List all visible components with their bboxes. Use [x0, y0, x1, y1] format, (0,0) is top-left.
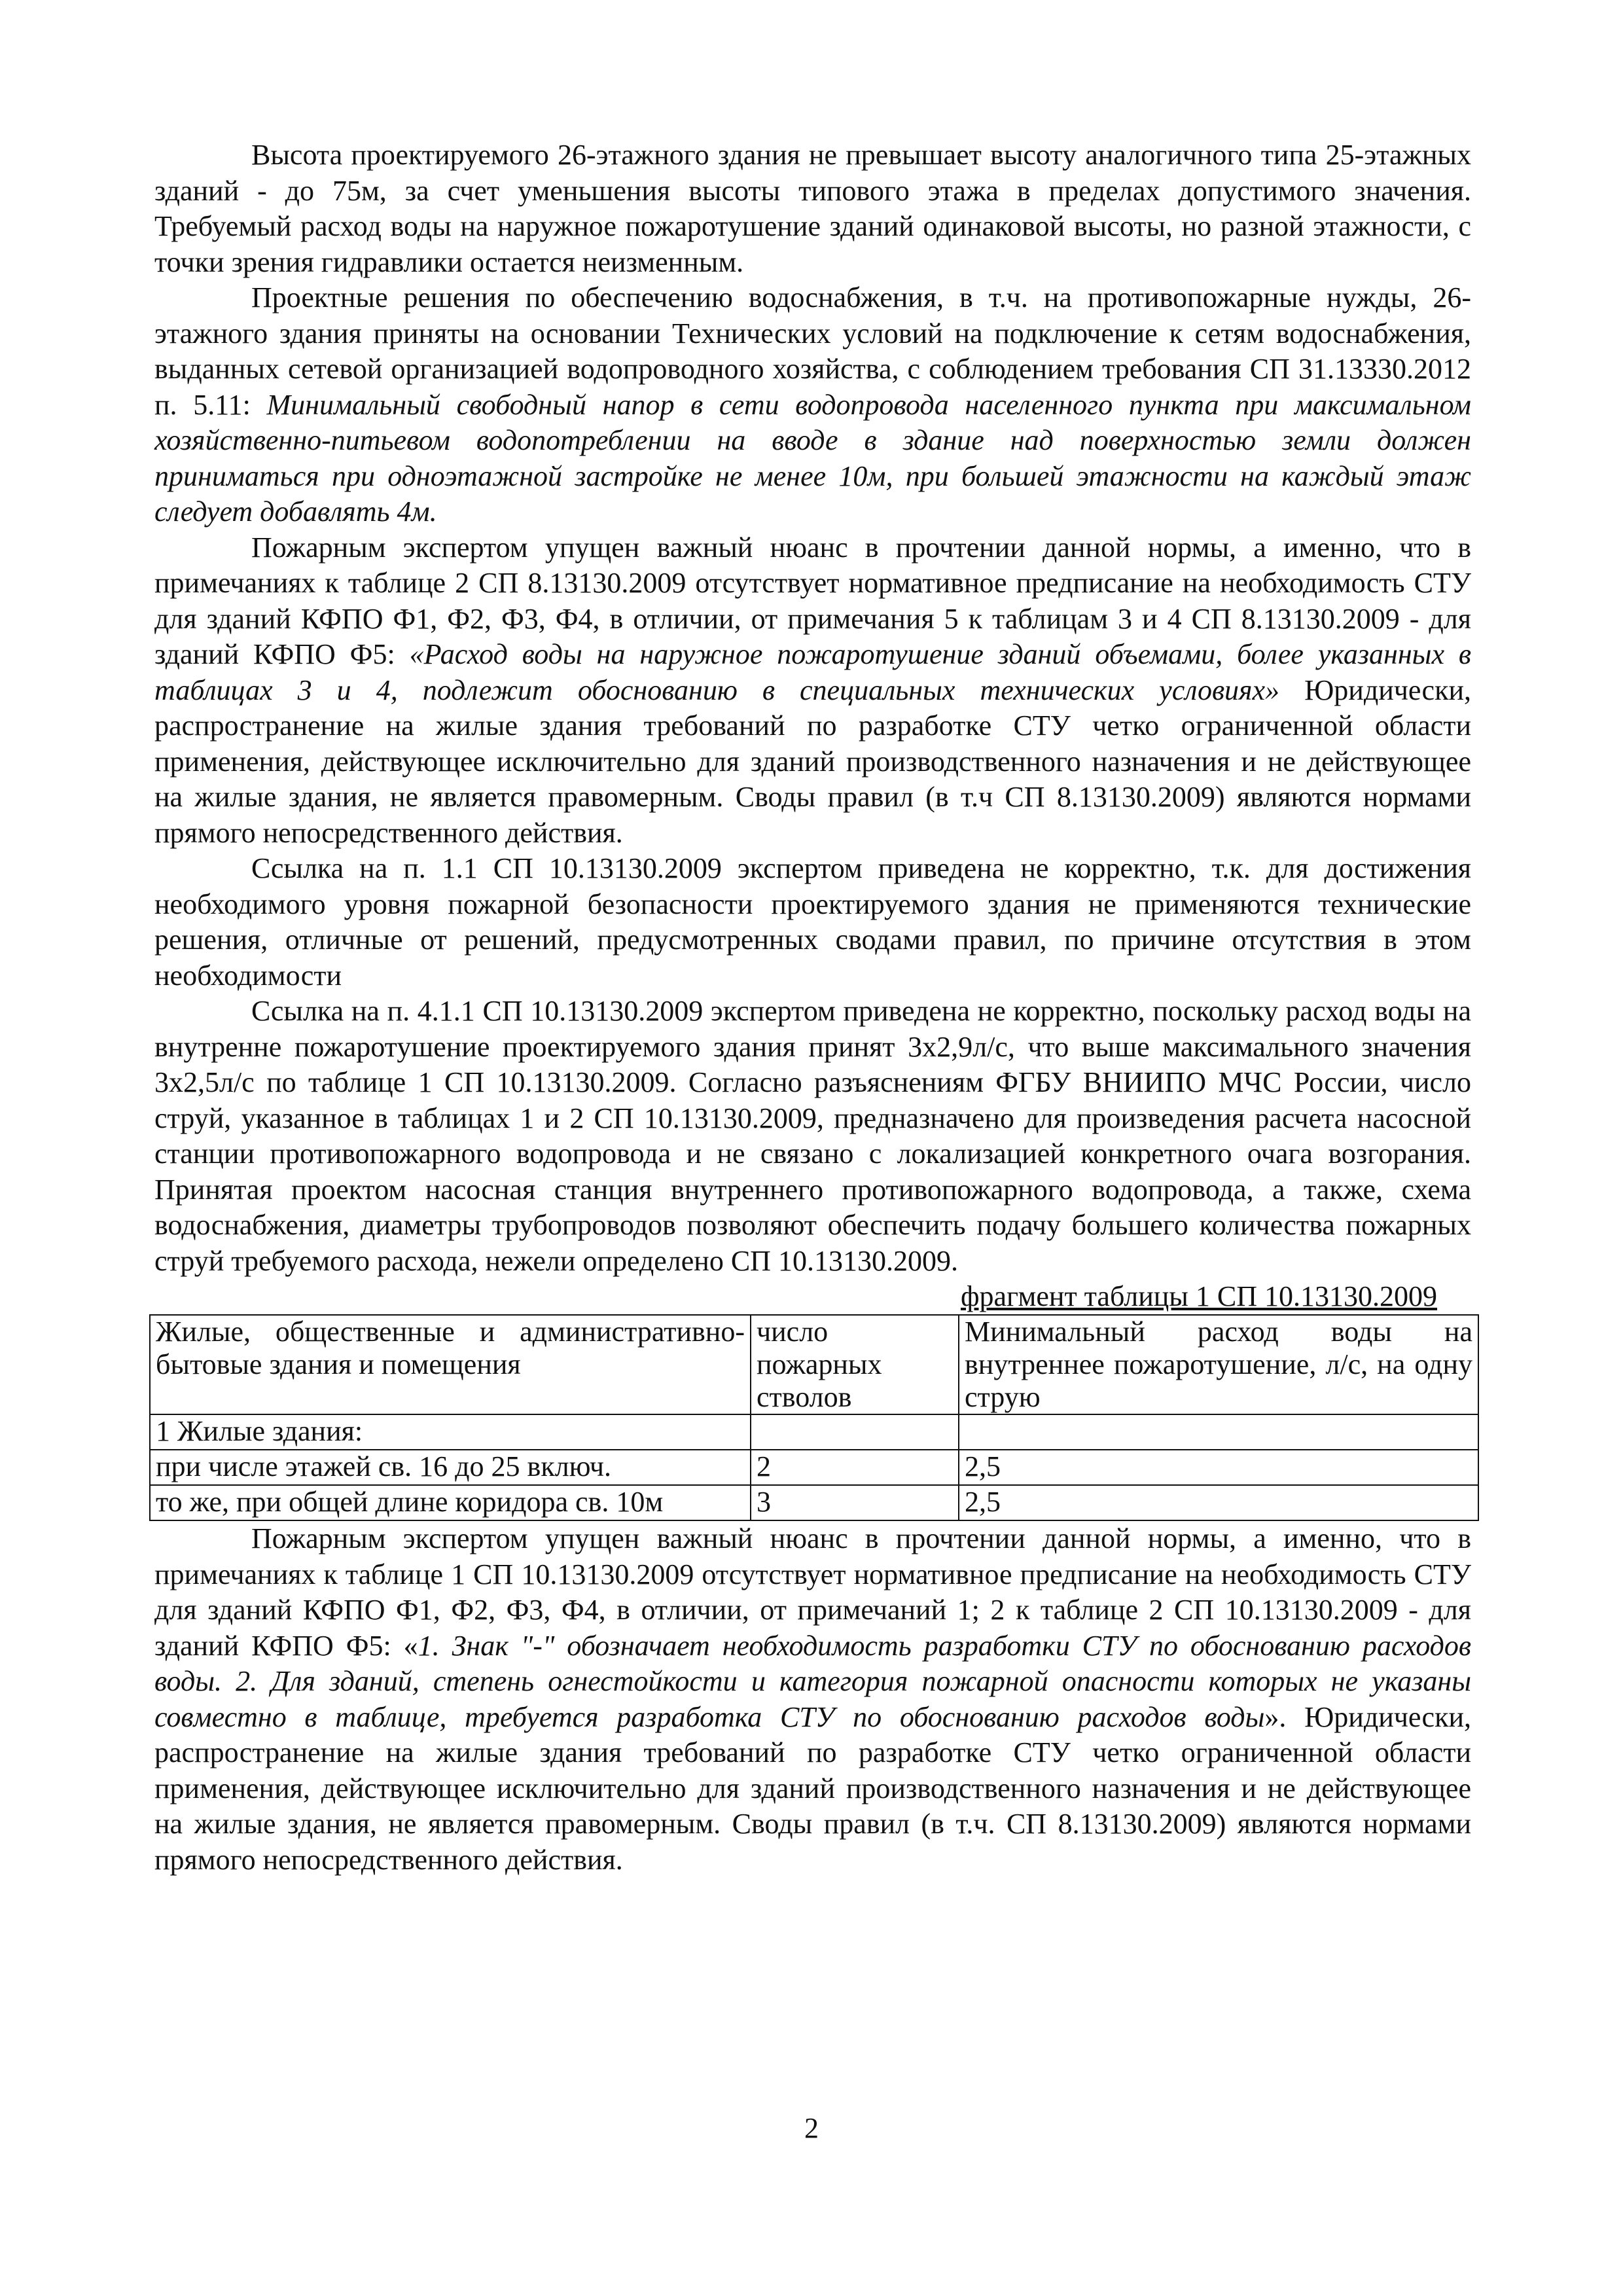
page-number: 2	[804, 2112, 819, 2144]
norms-table	[149, 1314, 1479, 1521]
table-row	[150, 1485, 1478, 1520]
table-row	[150, 1414, 1478, 1450]
table-caption	[154, 1279, 1471, 1314]
table-header-row	[150, 1315, 1478, 1414]
table-cell: 2,5	[959, 1485, 1478, 1520]
table-cell: 1 Жилые здания:	[150, 1414, 751, 1450]
paragraph-6-quote: 1. Знак "-" обозначает необходимость разработки СТУ по обоснованию расходов воды. 2. Для зданий, степень огнестойкости и категория пожарной опасности которых не указаны совместно в таблице, требуется разработка СТУ по обоснованию расходов воды	[154, 1629, 1472, 1733]
paragraph-6-text-end: ». Юридически, распространение на жилые здания требований по разработке СТУ четко ограниченной области применения, действующее исключительно для зданий производственного назначения и не действующее на жилые здания, не является правомерным. Своды правил (в т.ч. СП 8.13130.2009) являются нормами прямого непосредственного действия.	[154, 1700, 1471, 1876]
table-cell: 2	[751, 1450, 959, 1485]
paragraph-6-text: Пожарным экспертом упущен важный нюанс в прочтении данной нормы, а именно, что в примечаниях к таблице 1 СП 10.13130.2009 отсутствует нормативное предписание на необходимость СТУ для зданий КФПО Ф1, Ф2, Ф3, Ф4, в отличии, от примечаний 1; 2 к таблице 2 СП 10.13130.2009 - для зданий КФПО Ф5: «	[154, 1522, 1471, 1662]
document-page	[154, 137, 1471, 1878]
paragraph-2-quote: Минимальный свободный напор в сети водопровода населенного пункта при максимальном хозяйственно-питьевом водопотреблении на вводе в здание над поверхностью земли должен приниматься при одноэтажной застройке не менее 10м, при большей этажности на каждый этаж следует добавлять 4м.	[154, 388, 1471, 528]
paragraph-2-text: Проектные решения по обеспечению водоснабжения, в т.ч. на противопожарные нужды, 26-этажного здания приняты на основании Технических условий на подключение к сетям водоснабжения, выданных сетевой организацией водопроводного хозяйства, с соблюдением требования СП 31.13330.2012 п. 5.11:	[154, 281, 1471, 421]
table-cell: при числе этажей св. 16 до 25 включ.	[150, 1450, 751, 1485]
paragraph-3-text-end: Юридически, распространение на жилые здания требований по разработке СТУ четко ограниченной области применения, действующее исключительно для зданий производственного назначения и не действующее на жилые здания, не является правомерным. Своды правил (в т.ч СП 8.13130.2009) являются нормами прямого непосредственного действия.	[154, 673, 1471, 849]
table-cell	[751, 1414, 959, 1450]
table-cell: 3	[751, 1485, 959, 1520]
table-row	[150, 1450, 1478, 1485]
table-cell: то же, при общей длине коридора св. 10м	[150, 1485, 751, 1520]
paragraph-3-text: Пожарным экспертом упущен важный нюанс в прочтении данной нормы, а именно, что в примечаниях к таблице 2 СП 8.13130.2009 отсутствует нормативное предписание на необходимость СТУ для зданий КФПО Ф1, Ф2, Ф3, Ф4, в отличии, от примечания 5 к таблицам 3 и 4 СП 8.13130.2009 - для зданий КФПО Ф5:	[154, 531, 1471, 670]
table-cell	[959, 1414, 1478, 1450]
paragraph-4: Ссылка на п. 1.1 СП 10.13130.2009 экспертом приведена не корректно, т.к. для достижения необходимого уровня пожарной безопасности проектируемого здания не применяются технические решения, отличные от решений, предусмотренных сводами правил, по причине отсутствия в этом необходимости	[154, 852, 1471, 992]
paragraph-2	[154, 280, 1471, 530]
table-header-cell: Жилые, общественные и административно-бытовые здания и помещения	[150, 1315, 751, 1414]
paragraph-1: Высота проектируемого 26-этажного здания не превышает высоту аналогичного типа 25-этажных зданий - до 75м, за счет уменьшения высоты типового этажа в пределах допустимого значения. Требуемый расход воды на наружное пожаротушение зданий одинаковой высоты, но разной этажности, с точки зрения гидравлики остается неизменным.	[154, 139, 1471, 278]
paragraph-3-quote: «Расход воды на наружное пожаротушение зданий объемами, более указанных в таблицах 3 и 4, подлежит обоснованию в специальных технических условиях»	[154, 638, 1472, 706]
paragraph-6	[154, 1521, 1471, 1878]
table-header-cell: число пожарных стволов	[751, 1315, 959, 1414]
paragraph-3	[154, 530, 1471, 852]
table-cell: 2,5	[959, 1450, 1478, 1485]
table-caption-text: фрагмент таблицы 1 СП 10.13130.2009	[961, 1280, 1437, 1312]
table-header-cell: Минимальный расход воды на внутреннее пожаротушение, л/с, на одну струю	[959, 1315, 1478, 1414]
paragraph-5: Ссылка на п. 4.1.1 СП 10.13130.2009 экспертом приведена не корректно, поскольку расход воды на внутренне пожаротушение проектируемого здания принят 3х2,9л/с, что выше максимального значения 3х2,5л/с по таблице 1 СП 10.13130.2009. Согласно разъяснениям ФГБУ ВНИИПО МЧС России, число струй, указанное в таблицах 1 и 2 СП 10.13130.2009, предназначено для произведения расчета насосной станции противопожарного водопровода и не связано с локализацией конкретного очага возгорания. Принятая проектом насосная станция внутреннего противопожарного водопровода, а также, схема водоснабжения, диаметры трубопроводов позволяют обеспечить подачу большего количества пожарных струй требуемого расхода, нежели определено СП 10.13130.2009.	[154, 995, 1471, 1277]
